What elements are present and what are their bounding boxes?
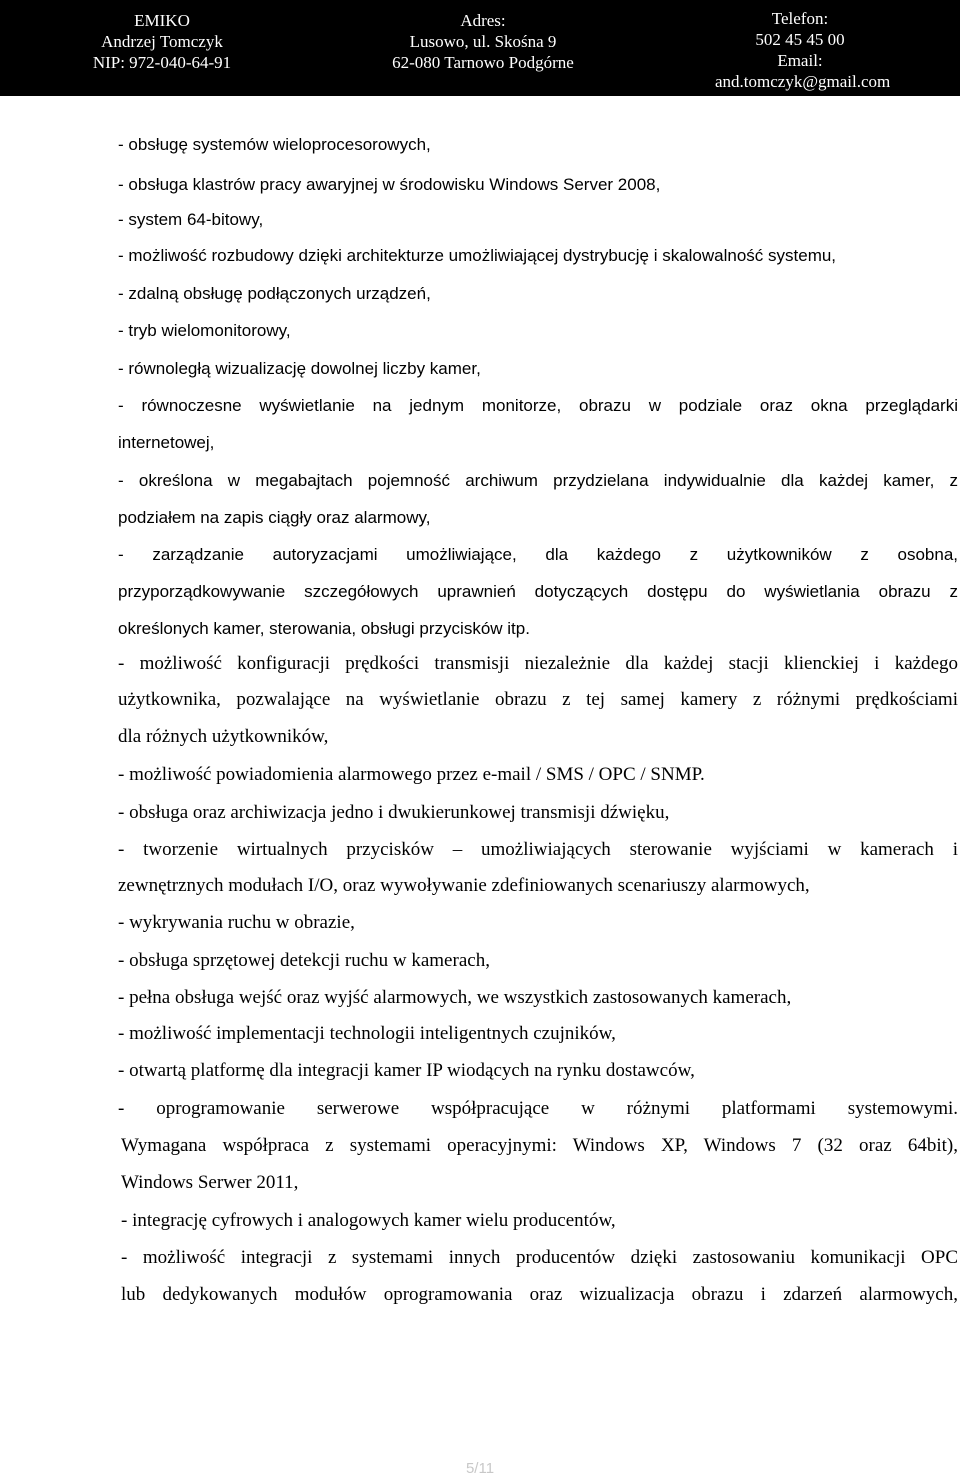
list-item: - możliwość implementacji technologii inteligentnych czujników, <box>118 1023 616 1044</box>
list-item: - możliwość powiadomienia alarmowego przez e-mail / SMS / OPC / SNMP. <box>118 764 705 785</box>
list-item: - określona w megabajtach pojemność archiwum przydzielana indywidualnie dla każdej kamer, z <box>118 471 958 490</box>
address-street: Lusowo, ul. Skośna 9 <box>409 32 557 51</box>
contact-info <box>715 8 891 92</box>
list-item: - obsługa sprzętowej detekcji ruchu w kamerach, <box>118 950 490 971</box>
list-item: - tryb wielomonitorowy, <box>118 321 291 340</box>
list-item: - równoczesne wyświetlanie na jednym monitorze, obrazu w podziale oraz okna przeglądarki <box>118 396 958 415</box>
list-item: - możliwość integracji z systemami innych producentów dzięki zastosowaniu komunikacji OPC <box>121 1247 958 1268</box>
list-item: - możliwość rozbudowy dzięki architekturze umożliwiającej dystrybucję i skalowalność systemu, <box>118 246 837 265</box>
company-info <box>82 10 242 73</box>
list-item-continuation: użytkownika, pozwalające na wyświetlanie obrazu z tej samej kamery z różnymi prędkościami <box>118 689 958 710</box>
phone-label: Telefon: <box>771 9 829 28</box>
list-item: - integrację cyfrowych i analogowych kamer wielu producentów, <box>121 1210 616 1231</box>
list-item: - pełna obsługa wejść oraz wyjść alarmowych, we wszystkich zastosowanych kamerach, <box>118 987 792 1008</box>
phone-number: 502 45 45 00 <box>755 30 845 49</box>
list-item: - wykrywania ruchu w obrazie, <box>118 912 355 933</box>
list-item-continuation: lub dedykowanych modułów oprogramowania oraz wizualizacja obrazu i zdarzeń alarmowych, <box>121 1284 958 1305</box>
address-city: 62-080 Tarnowo Podgórne <box>392 53 574 72</box>
tax-id: NIP: 972-040-64-91 <box>92 53 232 72</box>
list-item-continuation: dla różnych użytkowników, <box>118 726 329 747</box>
list-item: - oprogramowanie serwerowe współpracujące w różnymi platformami systemowymi. <box>118 1098 958 1119</box>
list-item-continuation: podziałem na zapis ciągły oraz alarmowy, <box>118 508 431 527</box>
list-item-continuation: internetowej, <box>118 433 215 452</box>
address-label: Adres: <box>460 11 506 30</box>
list-item: - równoległą wizualizację dowolnej liczby kamer, <box>118 359 481 378</box>
list-item-continuation: zewnętrznych modułach I/O, oraz wywoływanie zdefiniowanych scenariuszy alarmowych, <box>118 875 810 896</box>
list-item-continuation: określonych kamer, sterowania, obsługi przycisków itp. <box>118 619 530 638</box>
email-label: Email: <box>777 51 823 70</box>
page-number: 5/11 <box>465 1460 495 1477</box>
list-item: - zarządzanie autoryzacjami umożliwiające, dla każdego z użytkowników z osobna, <box>118 545 958 564</box>
list-item: - obsługę systemów wieloprocesorowych, <box>118 135 431 154</box>
list-item: - obsługa oraz archiwizacja jedno i dwukierunkowej transmisji dźwięku, <box>118 802 670 823</box>
list-item: - system 64-bitowy, <box>118 210 264 229</box>
list-item-continuation: Windows Serwer 2011, <box>121 1172 299 1193</box>
owner-name: Andrzej Tomczyk <box>101 32 223 51</box>
address-info <box>378 10 588 73</box>
list-item: - otwartą platformę dla integracji kamer IP wiodących na rynku dostawców, <box>118 1060 695 1081</box>
letterhead <box>0 0 960 96</box>
email-address: and.tomczyk@gmail.com <box>715 72 891 91</box>
list-item: - możliwość konfiguracji prędkości transmisji niezależnie dla każdej stacji klienckiej i każdego <box>118 653 958 674</box>
list-item: - obsługa klastrów pracy awaryjnej w środowisku Windows Server 2008, <box>118 175 661 194</box>
list-item: - tworzenie wirtualnych przycisków – umożliwiających sterowanie wyjściami w kamerach i <box>118 839 958 860</box>
list-item-continuation: Wymagana współpraca z systemami operacyjnymi: Windows XP, Windows 7 (32 oraz 64bit), <box>121 1135 958 1156</box>
company-name: EMIKO <box>134 11 190 30</box>
list-item: - zdalną obsługę podłączonych urządzeń, <box>118 284 431 303</box>
list-item-continuation: przyporządkowywanie szczegółowych uprawnień dotyczących dostępu do wyświetlania obrazu z <box>118 582 958 601</box>
